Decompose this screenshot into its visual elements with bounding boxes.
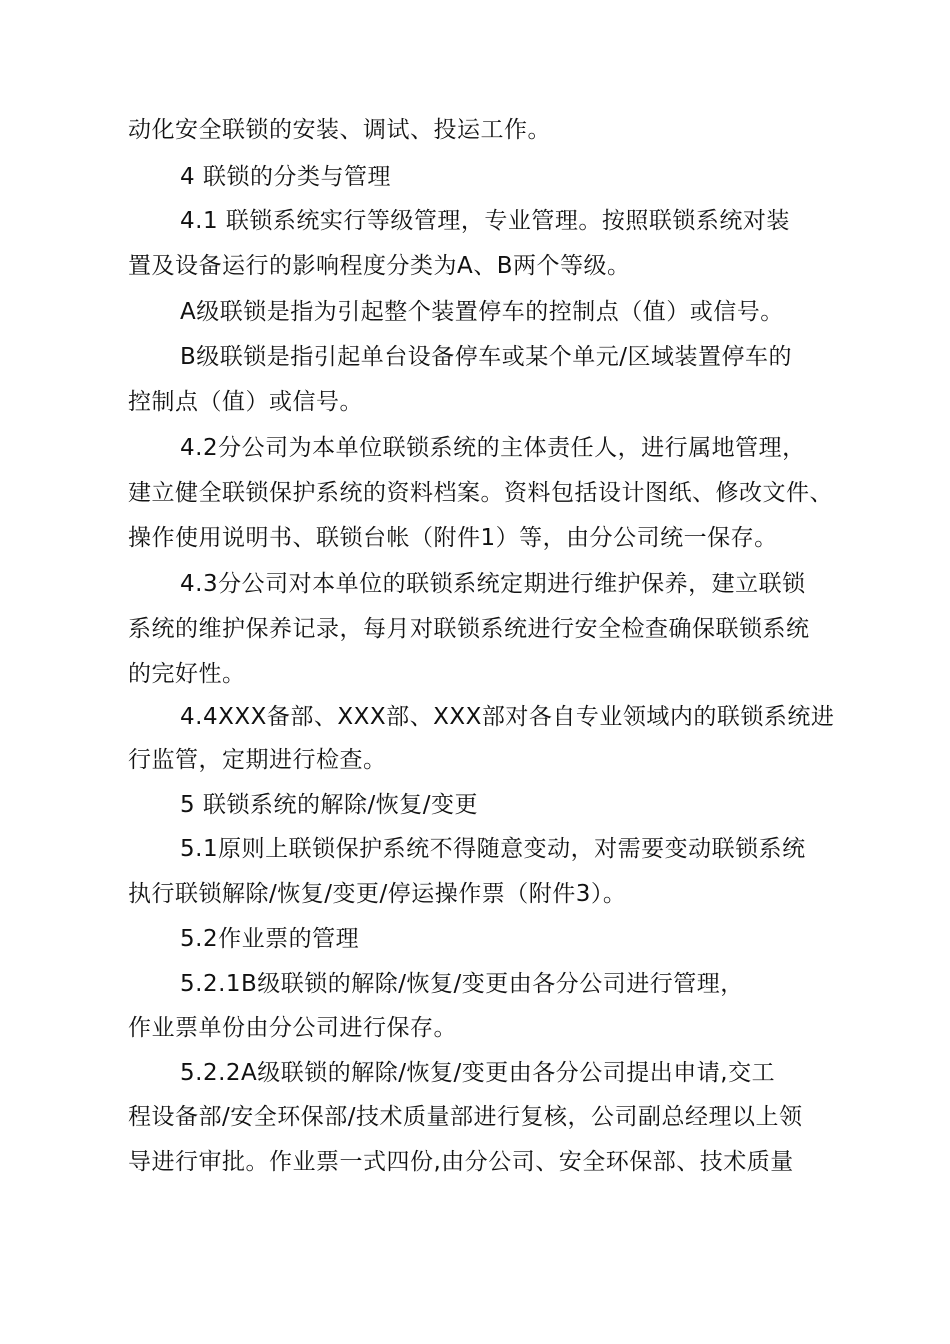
text-line: 导进行审批。作业票一式四份,由分公司、安全环保部、技术质量 <box>128 1149 794 1175</box>
text-line: 5.1原则上联锁保护系统不得随意变动，对需要变动联锁系统 <box>180 836 806 862</box>
text-line: 动化安全联锁的安装、调试、投运工作。 <box>128 117 551 143</box>
text-line: 操作使用说明书、联锁台帐（附件1）等，由分公司统一保存。 <box>128 525 778 551</box>
section-heading: 5 联锁系统的解除/恢复/变更 <box>180 792 478 818</box>
text-line: 行监管，定期进行检查。 <box>128 747 387 773</box>
text-line: 4.4XXX备部、XXX部、XXX部对各自专业领域内的联锁系统进 <box>180 704 835 730</box>
text-line: 置及设备运行的影响程度分类为A、B两个等级。 <box>128 253 631 279</box>
text-line: A级联锁是指为引起整个装置停车的控制点（值）或信号。 <box>180 299 784 325</box>
text-line: 的完好性。 <box>128 661 246 687</box>
text-line: 程设备部/安全环保部/技术质量部进行复核，公司副总经理以上领 <box>128 1104 803 1130</box>
text-line: 5.2.1B级联锁的解除/恢复/变更由各分公司进行管理， <box>180 971 744 997</box>
subsection-heading: 5.2作业票的管理 <box>180 926 360 952</box>
text-line: 建立健全联锁保护系统的资料档案。资料包括设计图纸、修改文件、 <box>128 480 833 506</box>
text-line: 5.2.2A级联锁的解除/恢复/变更由各分公司提出申请,交工 <box>180 1060 776 1086</box>
text-line: 系统的维护保养记录，每月对联锁系统进行安全检查确保联锁系统 <box>128 616 810 642</box>
section-heading: 4 联锁的分类与管理 <box>180 164 391 190</box>
text-line: 4.1 联锁系统实行等级管理，专业管理。按照联锁系统对装 <box>180 208 790 234</box>
text-line: B级联锁是指引起单台设备停车或某个单元/区域装置停车的 <box>180 344 793 370</box>
text-line: 执行联锁解除/恢复/变更/停运操作票（附件3）。 <box>128 881 627 907</box>
text-line: 作业票单份由分公司进行保存。 <box>128 1015 457 1041</box>
text-line: 控制点（值）或信号。 <box>128 389 363 415</box>
text-line: 4.3分公司对本单位的联锁系统定期进行维护保养，建立联锁 <box>180 571 806 597</box>
text-line: 4.2分公司为本单位联锁系统的主体责任人，进行属地管理， <box>180 435 806 461</box>
